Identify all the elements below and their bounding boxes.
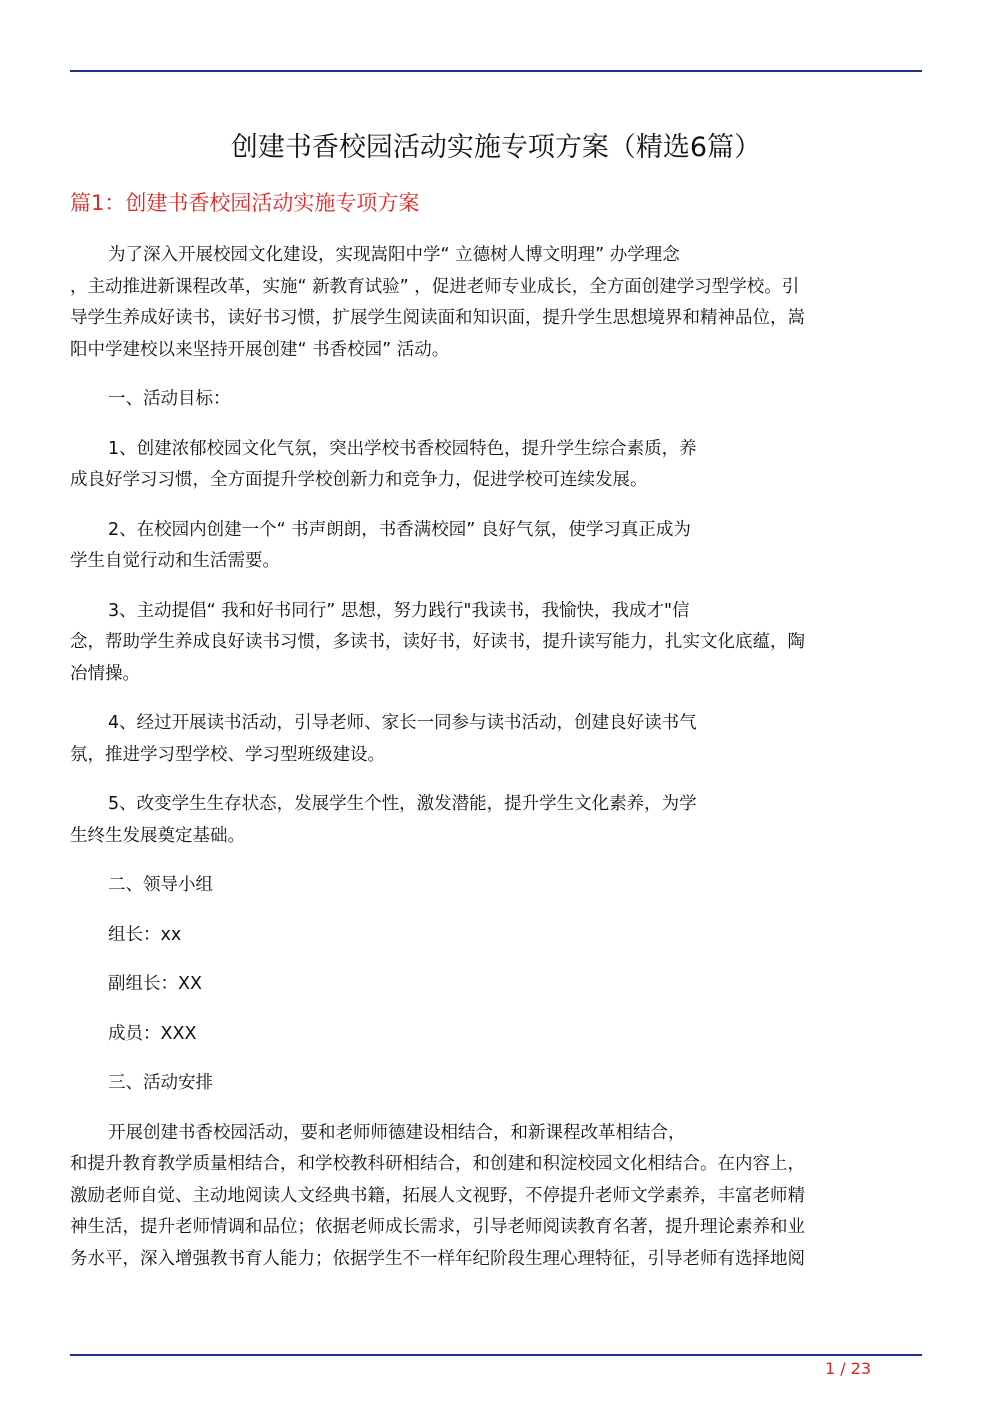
text-line: 三、活动安排 [108, 1073, 213, 1093]
text-line: 神生活，提升老师情调和品位；依据老师成长需求，引导老师阅读教育名著，提升理论素养和业 [70, 1217, 805, 1237]
page-number: 1 / 23 [824, 1359, 872, 1378]
paragraph [70, 434, 912, 497]
text-line: 冶情操。 [70, 663, 140, 684]
paragraph [70, 789, 912, 852]
text-line: 副组长：XX [108, 974, 202, 994]
header-rule [70, 70, 922, 72]
text-line: ，主动推进新课程改革，实施“ 新教育试验” ，促进老师专业成长，全方面创建学习型学校。引 [70, 276, 800, 297]
text-line: 阳中学建校以来坚持开展创建“ 书香校园” 活动。 [70, 339, 450, 360]
paragraph [70, 596, 912, 691]
text-line: 生终生发展奠定基础。 [70, 825, 245, 846]
document-title: 创建书香校园活动实施专项方案（精选6篇） [230, 132, 762, 163]
section-heading: 篇1：创建书香校园活动实施专项方案 [70, 191, 420, 215]
text-line: 2、在校园内创建一个“ 书声朗朗，书香满校园” 良好气氛，使学习真正成为 [108, 519, 691, 540]
text-line: 学生自觉行动和生活需要。 [70, 551, 280, 571]
paragraph [70, 515, 912, 578]
paragraph [70, 1068, 912, 1100]
paragraph [70, 708, 912, 771]
footer-rule [70, 1354, 922, 1356]
paragraph [70, 969, 912, 1001]
text-line: 念，帮助学生养成良好读书习惯，多读书，读好书，好读书，提升读写能力，扎实文化底蕴，陶 [70, 632, 805, 652]
document-body [70, 240, 912, 1293]
text-line: 氛，推进学习型学校、学习型班级建设。 [70, 744, 385, 765]
text-line: 成员：XXX [108, 1023, 197, 1044]
paragraph [70, 1118, 912, 1276]
text-line: 成良好学习习惯，全方面提升学校创新力和竞争力，促进学校可连续发展。 [70, 470, 648, 490]
paragraph [70, 240, 912, 366]
text-line: 二、领导小组 [108, 875, 213, 895]
text-line: 一、活动目标： [108, 389, 231, 409]
text-line: 务水平，深入增强教书育人能力；依据学生不一样年纪阶段生理心理特征，引导老师有选择地阅 [70, 1248, 805, 1269]
text-line: 3、主动提倡“ 我和好书同行” 思想，努力践行"我读书，我愉快，我成才"信 [108, 600, 690, 621]
text-line: 和提升教育教学质量相结合，和学校教科研相结合，和创建和积淀校园文化相结合。在内容上， [70, 1154, 805, 1174]
text-line: 激励老师自觉、主动地阅读人文经典书籍，拓展人文视野，不停提升老师文学素养，丰富老师精 [70, 1185, 805, 1206]
text-line: 5、改变学生生存状态，发展学生个性，激发潜能，提升学生文化素养，为学 [108, 794, 697, 814]
paragraph [70, 1019, 912, 1051]
text-line: 为了深入开展校园文化建设，实现嵩阳中学“ 立德树人博文明理” 办学理念 [108, 245, 680, 265]
paragraph [70, 920, 912, 952]
text-line: 4、经过开展读书活动，引导老师、家长一同参与读书活动，创建良好读书气 [108, 713, 697, 733]
text-line: 开展创建书香校园活动，要和老师师德建设相结合，和新课程改革相结合， [108, 1122, 686, 1143]
text-line: 1、创建浓郁校园文化气氛，突出学校书香校园特色，提升学生综合素质，养 [108, 438, 697, 459]
text-line: 导学生养成好读书，读好书习惯，扩展学生阅读面和知识面，提升学生思想境界和精神品位，嵩 [70, 308, 805, 328]
paragraph [70, 384, 912, 416]
paragraph [70, 870, 912, 902]
text-line: 组长：xx [108, 924, 182, 945]
